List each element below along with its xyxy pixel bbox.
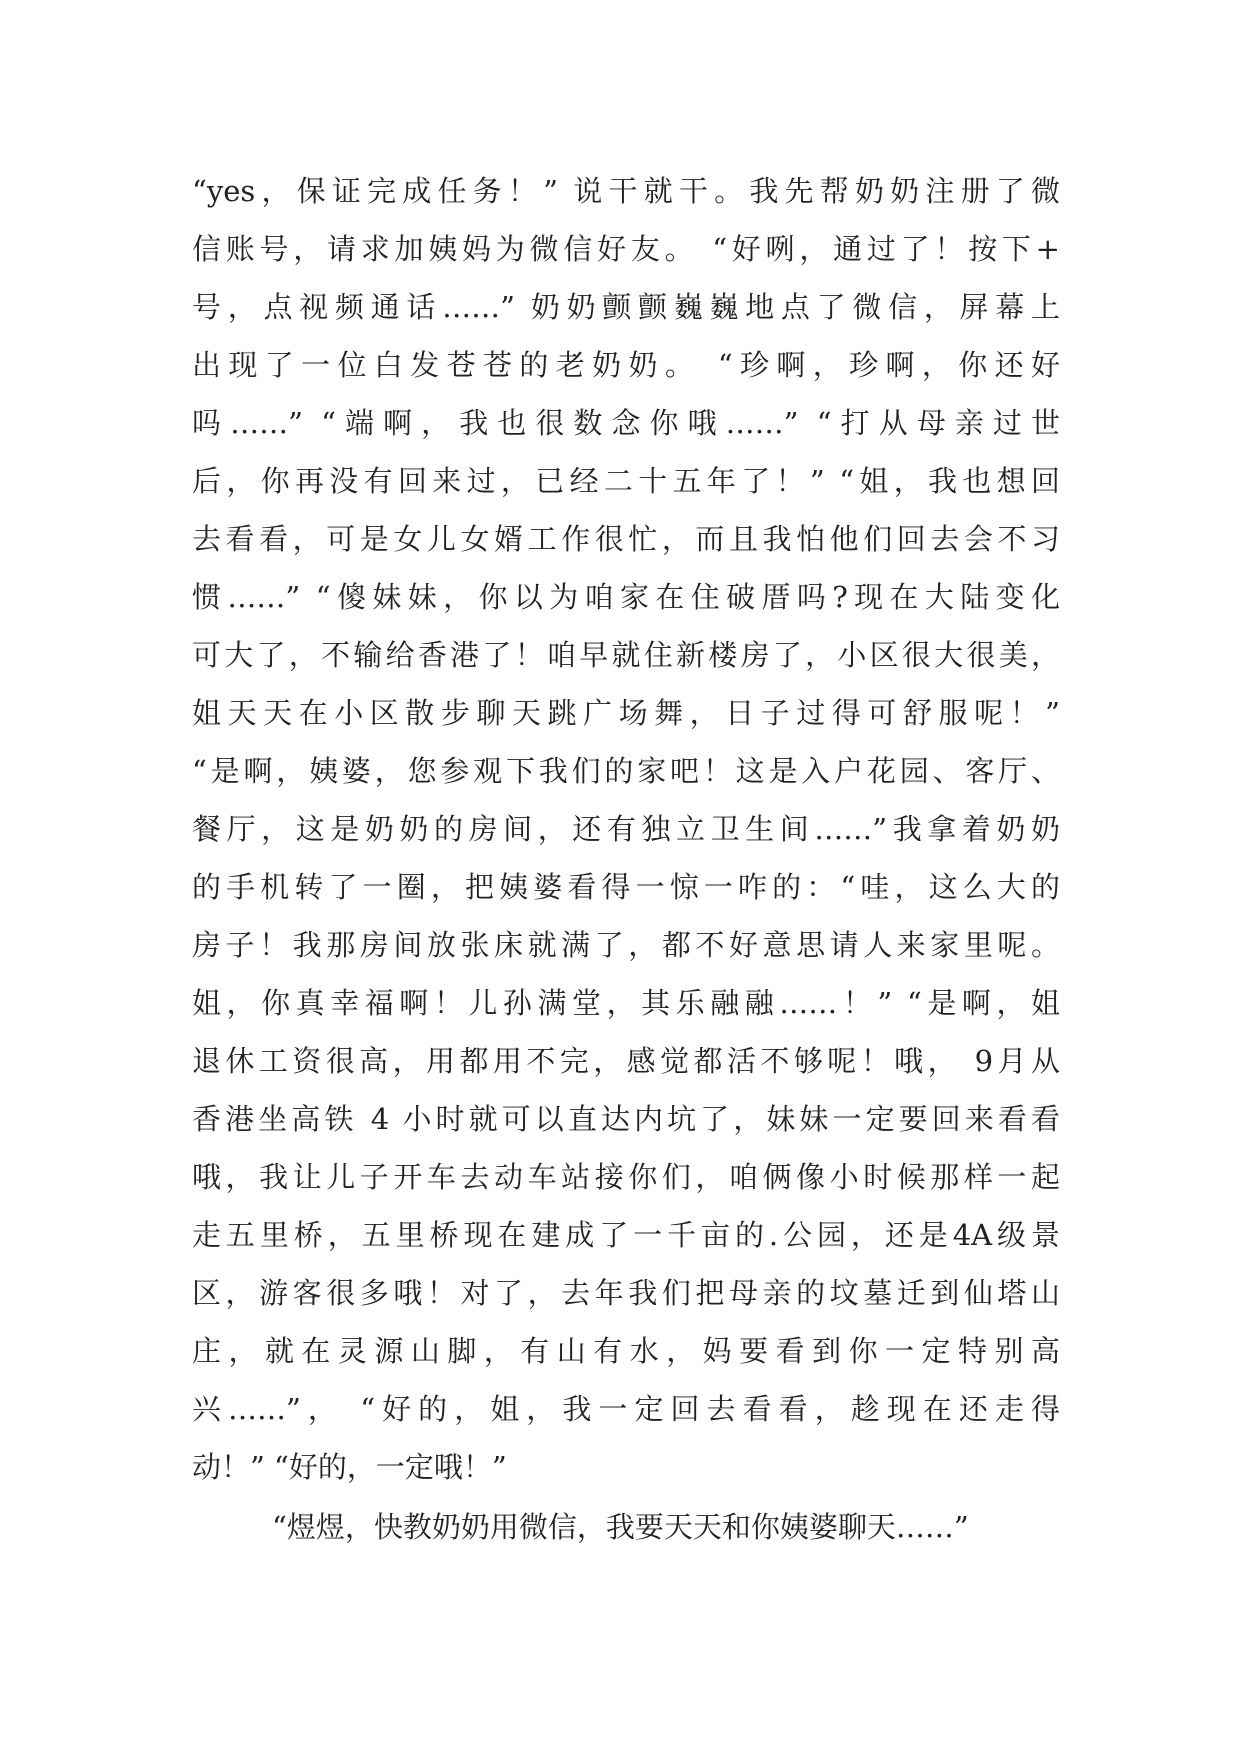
text-line: 惯……” “傻妹妹，你以为咱家在住破厝吗?现在大陆变化 xyxy=(192,580,1060,614)
text-line: “yes，保证完成任务！” 说干就干。我先帮奶奶注册了微 xyxy=(192,174,1060,208)
text-line: 信账号，请求加姨妈为微信好友。 “好咧，通过了！按下+ xyxy=(192,232,1060,266)
text-line: 走五里桥，五里桥现在建成了一千亩的.公园，还是4A级景 xyxy=(192,1218,1060,1252)
text-line: “是啊，姨婆，您参观下我们的家吧！这是入户花园、客厅、 xyxy=(192,754,1060,788)
text-line: 姐天天在小区散步聊天跳广场舞，日子过得可舒服呢！” xyxy=(192,696,1060,730)
text-line: 可大了，不输给香港了！咱早就住新楼房了，小区很大很美， xyxy=(192,638,1060,672)
text-line: 区，游客很多哦！对了，去年我们把母亲的坟墓迁到仙塔山 xyxy=(192,1276,1060,1310)
text-line: 房子！我那房间放张床就满了，都不好意思请人来家里呢。 xyxy=(192,928,1060,962)
text-line: 出现了一位白发苍苍的老奶奶。 “珍啊，珍啊，你还好 xyxy=(192,348,1060,382)
text-line: 哦，我让儿子开车去动车站接你们，咱俩像小时候那样一起 xyxy=(192,1160,1060,1194)
closing-paragraph: “煜煜，快教奶奶用微信，我要天天和你姨婆聊天……” xyxy=(272,1510,969,1544)
text-line: 兴……”， “好的，姐，我一定回去看看，趁现在还走得 xyxy=(192,1392,1060,1426)
text-line: 动！” “好的，一定哦！” xyxy=(192,1450,507,1484)
text-line: 的手机转了一圈，把姨婆看得一惊一咋的：“哇，这么大的 xyxy=(192,870,1060,904)
text-line: 香港坐高铁 4 小时就可以直达内坑了，妹妹一定要回来看看 xyxy=(192,1102,1060,1136)
text-line: 号，点视频通话……” 奶奶颤颤巍巍地点了微信，屏幕上 xyxy=(192,290,1060,324)
text-line: 姐，你真幸福啊！儿孙满堂，其乐融融……！” “是啊，姐 xyxy=(192,986,1060,1020)
text-line: 吗……” “端啊，我也很数念你哦……” “打从母亲过世 xyxy=(192,406,1060,440)
text-line: 后，你再没有回来过，已经二十五年了！” “姐，我也想回 xyxy=(192,464,1060,498)
text-line: 去看看，可是女儿女婿工作很忙，而且我怕他们回去会不习 xyxy=(192,522,1060,556)
text-line: 餐厅，这是奶奶的房间，还有独立卫生间……”我拿着奶奶 xyxy=(192,812,1060,846)
text-line: 退休工资很高，用都用不完，感觉都活不够呢！哦， 9月从 xyxy=(192,1044,1060,1078)
body-text xyxy=(192,162,1060,1556)
text-line: 庄，就在灵源山脚，有山有水，妈要看到你一定特别高 xyxy=(192,1334,1060,1368)
